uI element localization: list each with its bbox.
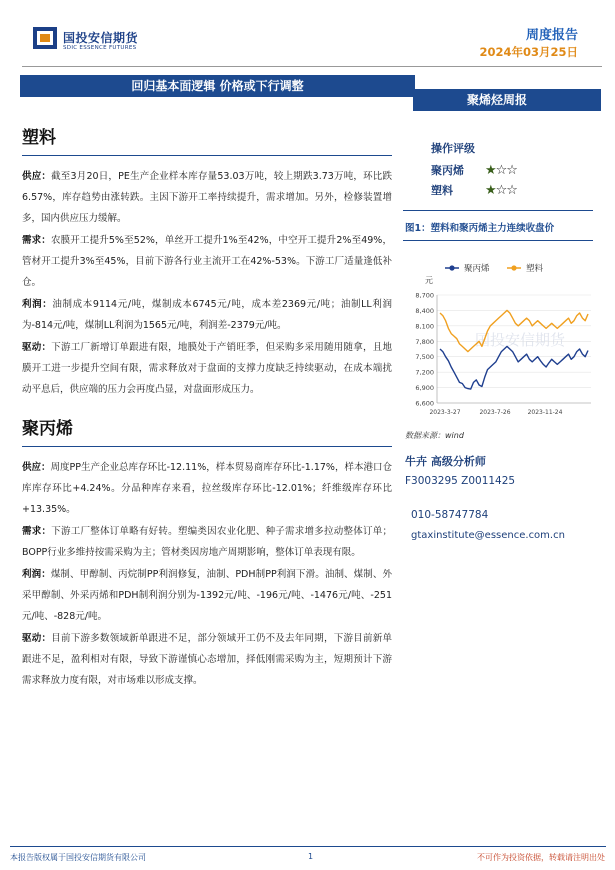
price-chart — [405, 255, 601, 420]
rating-name: 塑料 — [431, 184, 453, 197]
pp-profit-text: 煤制、甲醇制、丙烷制PP利润修复，油制、PDH制PP利润下滑。油制、煤制、外采甲醇制、外采丙烯和PDH制利润分别为-1392元/吨、-196元/吨、-1476元/吨、-251元/吨、-828元/吨。 — [22, 569, 392, 622]
section-title-pp: 聚丙烯 — [22, 419, 73, 439]
pp-demand-label: 需求： — [22, 526, 52, 537]
plastic-driver-label: 驱动： — [22, 342, 52, 353]
pp-supply — [22, 457, 392, 520]
rating-row-plastic — [403, 180, 613, 200]
legend-label: 塑料 — [526, 264, 544, 274]
x-tick-label: 2023-3-27 — [429, 409, 461, 416]
section-divider — [22, 155, 392, 156]
footer-copyright: 本报告版权属于国投安信期货有限公司 — [10, 853, 146, 862]
y-tick-label: 6,600 — [415, 399, 434, 408]
y-tick-label: 8,700 — [415, 291, 434, 300]
rating-stars-icon — [485, 183, 517, 198]
pp-driver-text: 目前下游多数领域新单跟进不足，部分领域开工仍不及去年同期，下游目前新单跟进不足，盈利相对有限，导致下游谨慎心态增加，择低刚需采购为主，短期预计下游需求释放力度有限，对市场难以形成支撑。 — [22, 633, 392, 686]
page-number: 1 — [308, 852, 314, 861]
plastic-profit-text: 油制成本9114元/吨，煤制成本6745元/吨，成本差2369元/吨；油制LL利润为-814元/吨，煤制LL利润为1565元/吨，利润差-2379元/吨。 — [22, 299, 392, 331]
rating-row-pp — [403, 160, 613, 180]
pp-profit-label: 利润： — [22, 569, 51, 580]
sidebar — [403, 140, 613, 241]
pp-driver-label: 驱动： — [22, 633, 52, 644]
legend-label: 聚丙烯 — [464, 264, 490, 274]
logo-mark-icon — [33, 27, 57, 49]
plastic-demand-label: 需求： — [22, 235, 51, 246]
analyst-license: F3003295 Z0011425 — [405, 475, 516, 487]
pp-demand-text: 下游工厂整体订单略有好转。塑编类因农业化肥、种子需求增多拉动整体订单；BOPP行业多维持按需采购为主；管材类因房地产周期影响，整体订单表现有限。 — [22, 526, 392, 558]
rating-divider — [403, 210, 593, 211]
main-content — [22, 123, 392, 692]
y-tick-label: 6,900 — [415, 384, 434, 393]
logo-name-cn: 国投安信期货 — [63, 31, 139, 45]
analyst-phone: 010-58747784 — [411, 509, 489, 521]
pp-driver — [22, 628, 392, 691]
legend-marker — [449, 265, 454, 270]
plastic-profit-label: 利润： — [22, 299, 53, 310]
plastic-driver — [22, 337, 392, 400]
plastic-driver-text: 下游工厂新增订单跟进有限，地膜处于产销旺季，但采购多采用随用随拿，且地膜开工进一步提升空间有限，需求释放对于盘面的支撑力度缺乏持续驱动，在成本端扰动平息后，供应端的压力会再度凸显，对盘面形成压力。 — [22, 342, 392, 395]
pp-profit — [22, 564, 392, 627]
figure-divider — [403, 240, 593, 241]
company-logo — [33, 27, 141, 55]
chart-watermark: 国投安信期货 — [474, 331, 566, 349]
rating-name: 聚丙烯 — [431, 164, 464, 177]
star-empty-icon: ☆☆ — [495, 182, 517, 198]
plastic-demand-text: 农膜开工提升5%至52%，单丝开工提升1%至42%，中空开工提升2%至49%，管材开工提升3%至45%，目前下游各行业主流开工在42%-53%。下游工厂适量逢低补仓。 — [22, 235, 392, 288]
plastic-supply — [22, 166, 392, 229]
x-tick-label: 2023-11-24 — [527, 409, 563, 416]
y-tick-label: 7,500 — [415, 353, 434, 362]
star-filled-icon: ★ — [485, 182, 496, 198]
section-divider — [22, 446, 392, 447]
report-banner-title: 回归基本面逻辑 价格或下行调整 — [20, 75, 415, 97]
x-tick-label: 2023-7-26 — [479, 409, 511, 416]
report-date: 2024年03月25日 — [479, 45, 578, 59]
footer-divider — [10, 846, 606, 847]
logo-name-en: SDIC ESSENCE FUTURES — [63, 45, 137, 51]
price-chart-svg — [405, 255, 601, 420]
y-tick-label: 7,200 — [415, 368, 434, 377]
star-filled-icon: ★ — [485, 162, 496, 178]
series-line — [440, 346, 588, 389]
y-tick-label: 8,400 — [415, 306, 434, 315]
rating-heading: 操作评级 — [431, 142, 475, 155]
legend-marker — [511, 265, 516, 270]
plastic-profit — [22, 294, 392, 336]
pp-demand — [22, 521, 392, 563]
y-tick-label: 7,800 — [415, 337, 434, 346]
data-source: 数据来源：wind — [405, 431, 464, 440]
plastic-supply-label: 供应： — [22, 171, 52, 182]
report-type: 周度报告 — [525, 28, 578, 43]
header-divider — [22, 66, 602, 67]
y-tick-label: 8,100 — [415, 322, 434, 331]
analyst-email[interactable]: gtaxinstitute@essence.com.cn — [411, 530, 565, 541]
analyst-name: 牛卉 高级分析师 — [405, 455, 486, 468]
report-series-title: 聚烯烃周报 — [413, 89, 601, 111]
pp-supply-label: 供应： — [22, 462, 51, 473]
rating-stars-icon — [485, 163, 517, 178]
pp-supply-text: 周度PP生产企业总库存环比-12.11%，样本贸易商库存环比-1.17%，样本港口仓库库存环比+4.24%。分品种库存来看，拉丝级库存环比-12.01%；纤维级库存环比+13.35%。 — [22, 462, 392, 515]
plastic-demand — [22, 230, 392, 293]
y-axis-unit: 元 — [425, 276, 433, 285]
section-title-plastic: 塑料 — [22, 128, 56, 148]
star-empty-icon: ☆☆ — [495, 162, 517, 178]
plastic-supply-text: 截至3月20日，PE生产企业样本库存量53.03万吨，较上期跌3.73万吨，环比跌6.57%，库存趋势由涨转跌。主因下游开工率持续提升，需求增加。另外，检修装置增多，国内供应压力缓解。 — [22, 171, 392, 224]
footer-disclaimer: 不可作为投资依据，转载请注明出处 — [477, 853, 605, 862]
figure-title: 图1：塑料和聚丙烯主力连续收盘价 — [405, 223, 555, 234]
